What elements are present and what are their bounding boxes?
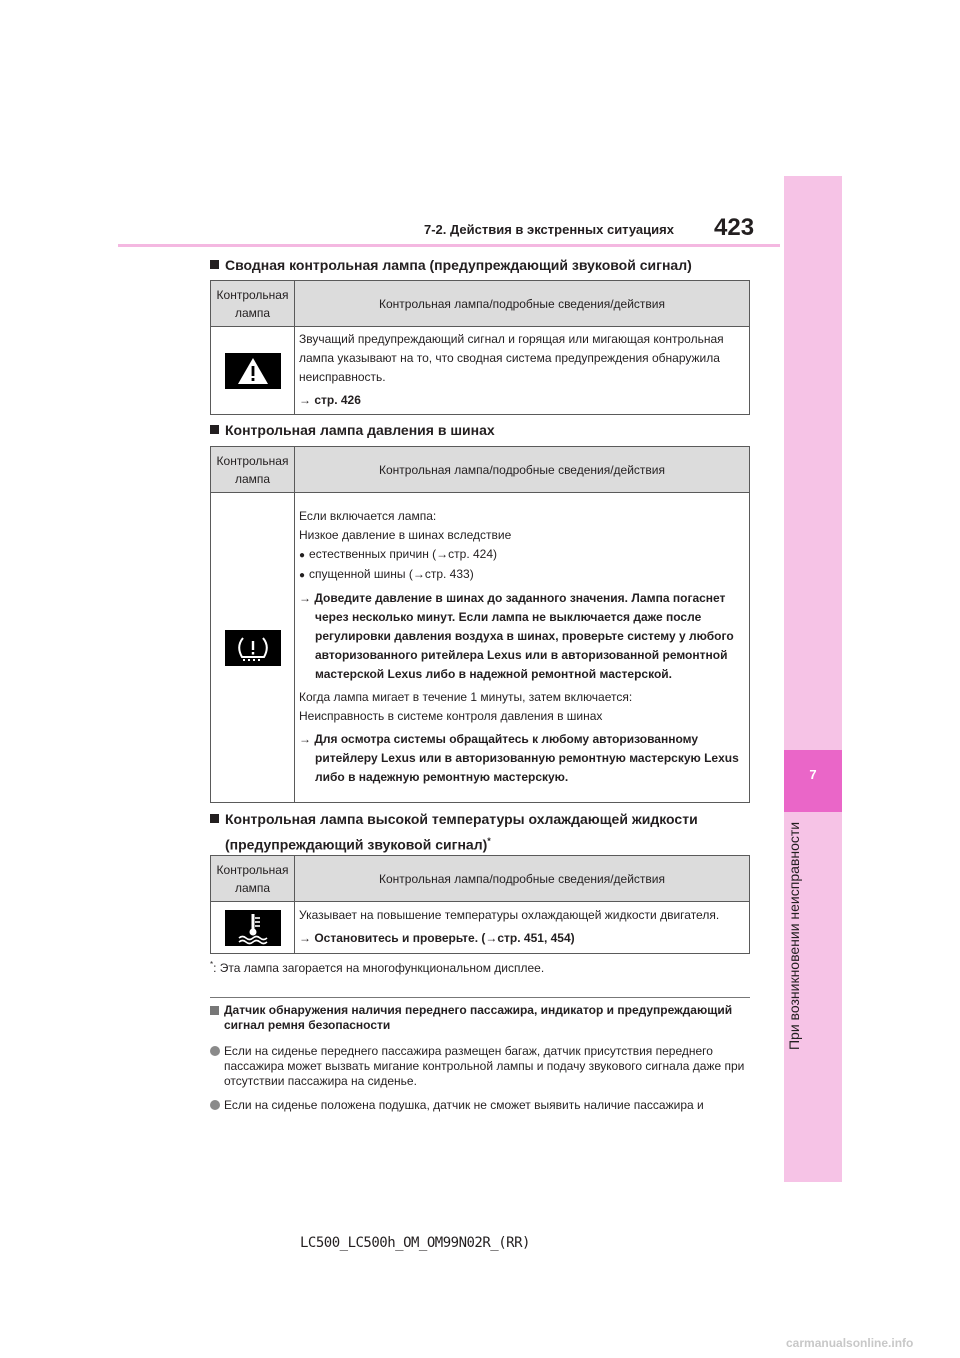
description-text: Низкое давление в шинах вследствие — [299, 528, 512, 542]
coolant-temperature-table — [210, 855, 750, 954]
lamp-icon-cell — [211, 902, 295, 954]
square-bullet-icon — [210, 1006, 219, 1015]
description-text: Если включается лампа: — [299, 509, 437, 523]
coolant-temperature-warning-icon — [225, 910, 281, 946]
tire-pressure-table — [210, 446, 750, 803]
lamp-icon-cell — [211, 327, 295, 415]
document-code: LC500_LC500h_OM_OM99N02R_(RR) — [300, 1235, 530, 1251]
square-bullet-icon — [210, 814, 219, 823]
master-warning-table — [210, 280, 750, 415]
note-item: Если на сиденье переднего пассажира размещен багаж, датчик присутствия переднего пассажира может вызвать мигание контрольной лампы и подачу звукового сигнала даже при отсутствии пассажира на сиденье. — [210, 1044, 750, 1089]
bullet-item: ● спущенной шины (→стр. 433) — [299, 565, 745, 585]
side-tab-chapter-number: 7 — [784, 750, 842, 812]
section-title-master-warning: Сводная контрольная лампа (предупреждающий звуковой сигнал) — [210, 257, 692, 273]
description-text: Указывает на повышение температуры охлаждающей жидкости двигателя. — [299, 908, 720, 922]
table-header-details: Контрольная лампа/подробные сведения/действия — [295, 281, 750, 327]
description-text: Неисправность в системе контроля давления в шинах — [299, 709, 603, 723]
table-header-details: Контрольная лампа/подробные сведения/действия — [295, 447, 750, 493]
page-number: 423 — [714, 214, 755, 241]
circle-bullet-icon — [210, 1100, 220, 1110]
action-text: → Для осмотра системы обращайтесь к любому авторизованному ритейлеру Lexus или в авторизованную ремонтную мастерскую Lexus либо в надежную ремонтную мастерскую. — [299, 732, 739, 784]
note-title: Датчик обнаружения наличия переднего пассажира, индикатор и предупреждающий сигнал ремня безопасности — [210, 1003, 750, 1033]
footnote: *: Эта лампа загорается на многофункциональном дисплее. — [210, 960, 545, 975]
lamp-icon-cell — [211, 493, 295, 803]
page-reference: → стр. 426 — [299, 393, 361, 407]
bullet-item: ● естественных причин (→стр. 424) — [299, 545, 745, 565]
table-header-details: Контрольная лампа/подробные сведения/действия — [295, 856, 750, 902]
circle-bullet-icon — [210, 1046, 220, 1056]
square-bullet-icon — [210, 260, 219, 269]
square-bullet-icon — [210, 425, 219, 434]
section-header: 7-2. Действия в экстренных ситуациях — [424, 222, 674, 237]
tire-pressure-warning-icon — [225, 630, 281, 666]
watermark: carmanualsonline.info — [786, 1336, 914, 1350]
note-item: Если на сиденье положена подушка, датчик не сможет выявить наличие пассажира и — [210, 1098, 750, 1113]
lamp-description — [295, 902, 750, 954]
description-text: Когда лампа мигает в течение 1 минуты, затем включается: — [299, 690, 633, 704]
lamp-description — [295, 493, 750, 803]
description-text: Звучащий предупреждающий сигнал и горящая или мигающая контрольная лампа указывают на то, что сводная система предупреждения обнаружила неисправность. — [299, 332, 724, 384]
header-rule — [118, 244, 780, 247]
section-title-coolant-temperature: Контрольная лампа высокой температуры охлаждающей жидкости (предупреждающий звуковой сигнал)* — [210, 808, 698, 856]
table-header-lamp: Контрольная лампа — [211, 856, 295, 902]
lamp-description — [295, 327, 750, 415]
table-header-lamp: Контрольная лампа — [211, 281, 295, 327]
action-text: → Доведите давление в шинах до заданного значения. Лампа погаснет через несколько минут. Если лампа не выключается даже после регулировки давления воздуха в шинах, проверьте систему у любого авторизованного ритейлера Lexus или в авторизованной ремонтной мастерской Lexus либо в надежной ремонтной мастерской. — [299, 591, 734, 681]
table-header-lamp: Контрольная лампа — [211, 447, 295, 493]
action-text: → Остановитесь и проверьте. (→стр. 451, 454) — [299, 931, 575, 945]
section-title-tire-pressure: Контрольная лампа давления в шинах — [210, 422, 495, 438]
divider — [210, 997, 750, 998]
side-tab-chapter-title: При возникновении неисправности — [786, 821, 802, 1050]
master-warning-triangle-icon — [225, 353, 281, 389]
